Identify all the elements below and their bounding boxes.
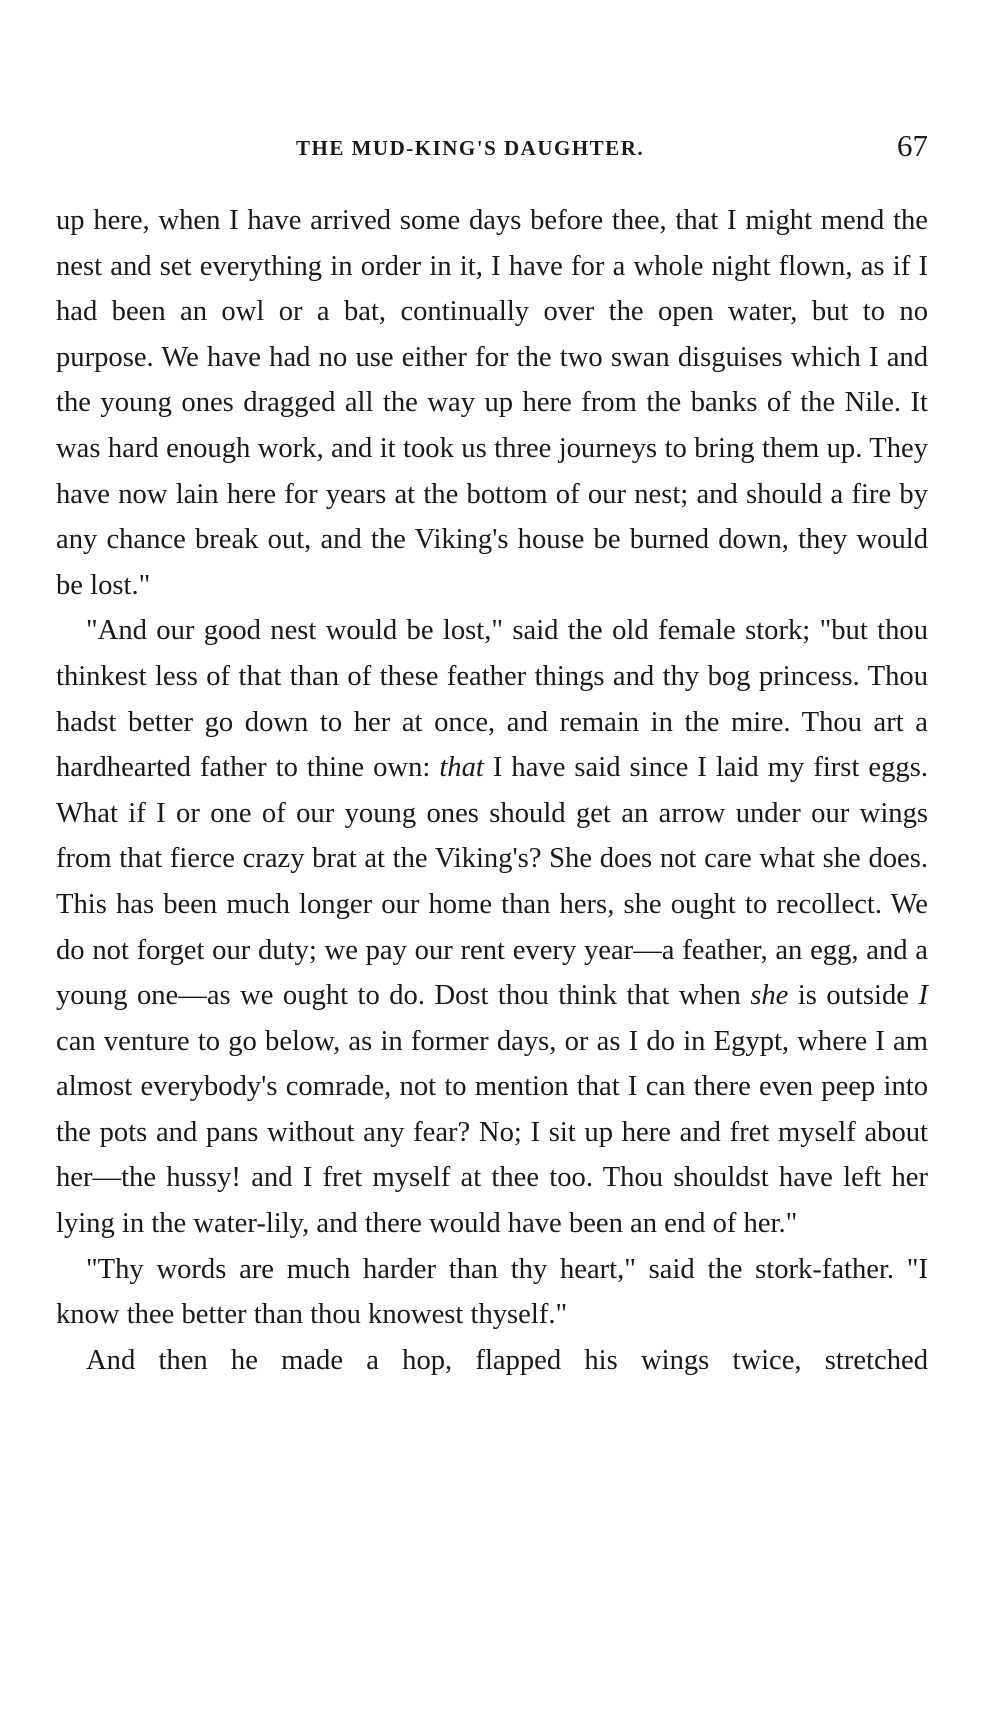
emphasis-that: that xyxy=(439,752,484,784)
paragraph-2-text-2: I have said since I laid my first eggs. What if I or one of our young ones should get an arrow under our wings from that fierce crazy brat at the Viking's? She does not care what she does. This has been much longer our home than hers, she ought to recollect. We do not forget our duty; we pay our rent every year—a feather, an egg, and a young one—as we ought to do. Dost thou think that when xyxy=(56,752,928,1012)
paragraph-2 xyxy=(56,608,928,1246)
book-page xyxy=(56,0,928,1726)
paragraph-2-text-4: can venture to go below, as in former days, or as I do in Egypt, where I am almost everybody's comrade, not to mention that I can there even peep into the pots and pans without any fear? No; I sit up here and fret myself about her—the hussy! and I fret myself at thee too. Thou shouldst have left her lying in the water-lily, and there would have been an end of her." xyxy=(56,1025,928,1240)
running-head xyxy=(56,128,928,168)
paragraph-2-text-3: is outside xyxy=(797,980,909,1012)
emphasis-she: she xyxy=(750,980,789,1012)
paragraph-2-text-1: "And our good nest would be lost," said the old female stork; "but thou thinkest less of that than of these feather things and thy bog princess. Thou hadst better go down to her at once, and remain in the mire. Thou art a hardhearted father to thine own: xyxy=(56,615,928,784)
page-number: 67 xyxy=(897,128,928,163)
paragraph-4: And then he made a hop, flapped his wings twice, stretched xyxy=(86,1344,928,1376)
body-text xyxy=(56,198,928,1383)
emphasis-i: I xyxy=(918,980,928,1012)
paragraph-3: "Thy words are much harder than thy heart," said the stork-father. "I know thee better than thou knowest thyself." xyxy=(56,1253,928,1331)
running-title: THE MUD-KING'S DAUGHTER. xyxy=(296,136,645,160)
paragraph-1: up here, when I have arrived some days before thee, that I might mend the nest and set everything in order in it, I have for a whole night flown, as if I had been an owl or a bat, continually over the open water, but to no purpose. We have had no use either for the two swan disguises which I and the young ones dragged all the way up here from the banks of the Nile. It was hard enough work, and it took us three journeys to bring them up. They have now lain here for years at the bottom of our nest; and should a fire by any chance break out, and the Viking's house be burned down, they would be lost." xyxy=(56,205,928,601)
